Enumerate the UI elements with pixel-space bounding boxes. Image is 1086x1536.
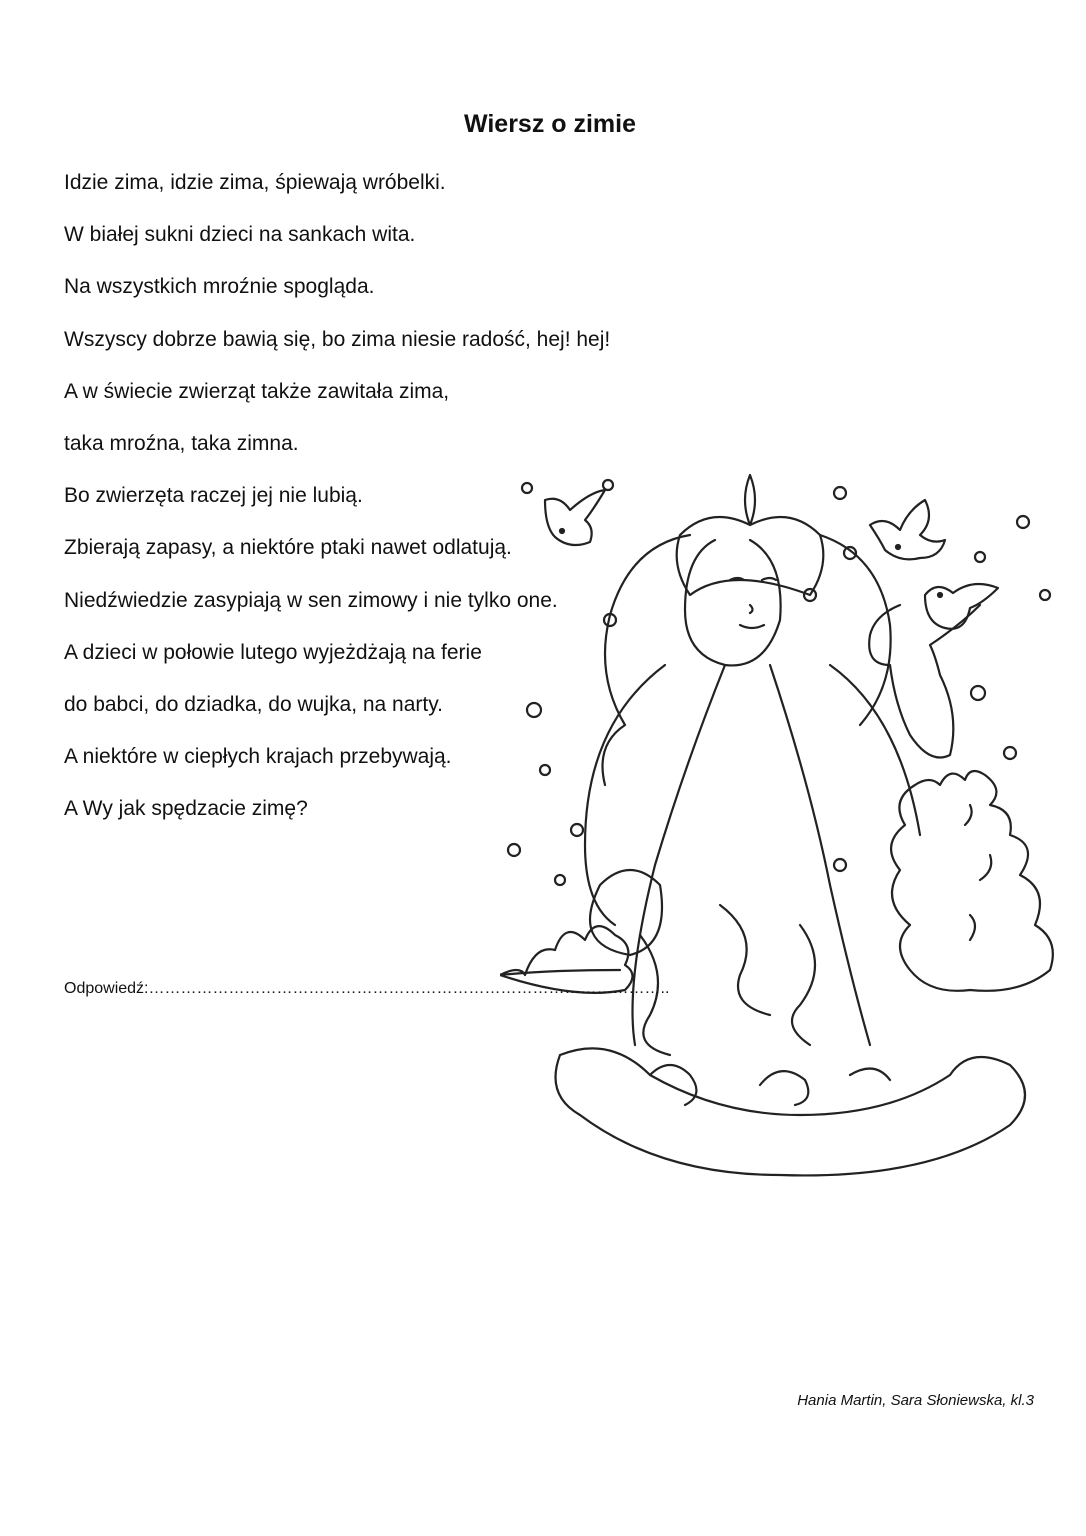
poem-line: taka mroźna, taka zimna. <box>64 431 299 455</box>
poem-line: W białej sukni dzieci na sankach wita. <box>64 223 416 247</box>
poem-line: Niedźwiedzie zasypiają w sen zimowy i nie tylko one. <box>64 588 558 612</box>
poem-line: Bo zwierzęta raczej jej nie lubią. <box>64 484 363 508</box>
poem-line: Na wszystkich mroźnie spogląda. <box>64 275 375 299</box>
poem-line: A dzieci w połowie lutego wyjeżdżają na ferie <box>64 640 482 664</box>
answer-field[interactable] <box>64 980 669 998</box>
bird-icon <box>870 500 945 559</box>
poem-title: Wiersz o zimie <box>463 110 637 138</box>
answer-label: Odpowiedź: <box>64 980 149 997</box>
snow-queen-illustration <box>500 455 1060 1225</box>
poem-line: Zbierają zapasy, a niektóre ptaki nawet odlatują. <box>64 536 512 560</box>
poem-line: A w świecie zwierząt także zawitała zima, <box>64 379 450 403</box>
poem-line: do babci, do dziadka, do wujka, na narty. <box>64 692 444 716</box>
poem-line: A Wy jak spędzacie zimę? <box>64 797 308 821</box>
author-credit: Hania Martin, Sara Słoniewska, kl.3 <box>797 1392 1034 1409</box>
queen-figure <box>556 475 1026 1175</box>
poem-line: Wszyscy dobrze bawią się, bo zima niesie radość, hej! hej! <box>64 327 611 351</box>
bird-icon <box>545 490 605 545</box>
answer-dotted-line: …………………………………………………………………………………….. <box>148 980 670 997</box>
snowy-tree-right <box>891 771 1053 991</box>
poem-line: Idzie zima, idzie zima, śpiewają wróbelki. <box>64 171 446 194</box>
poem-line: A niektóre w ciepłych krajach przebywają. <box>64 745 452 769</box>
